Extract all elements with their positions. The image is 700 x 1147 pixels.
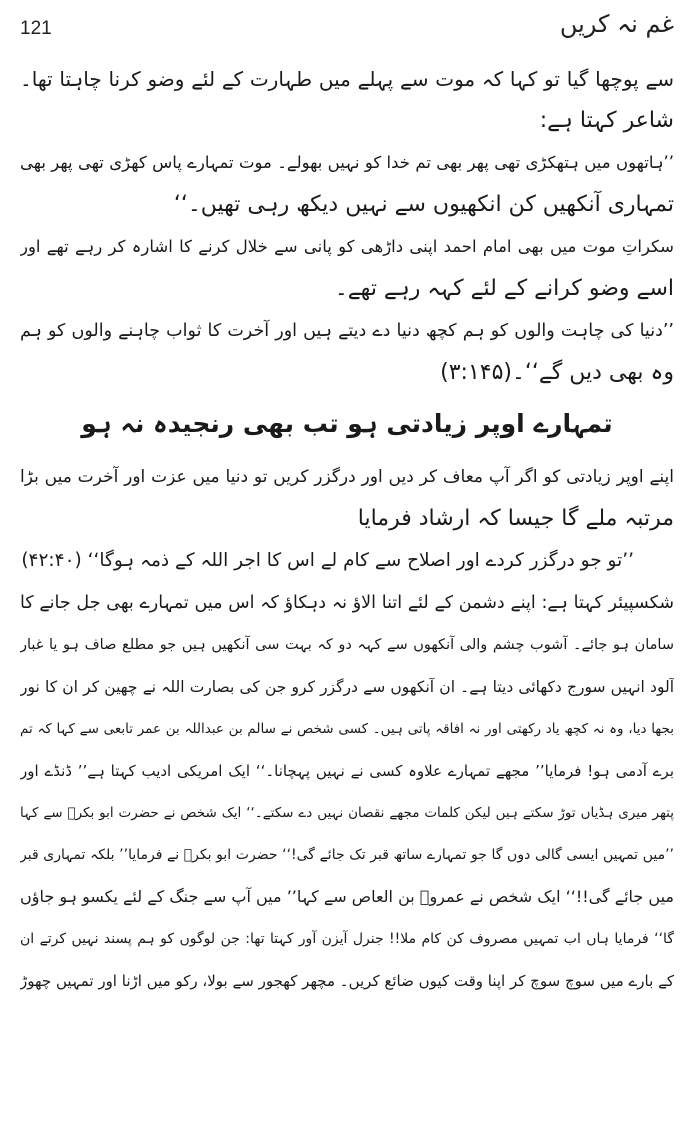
text-line: ’’ہاتھوں میں ہتھکڑی تھی پھر بھی تم خدا کو نہیں بھولے۔ موت تمہارے پاس کھڑی تھی پھر بھی (20, 153, 674, 172)
text-line: اسے وضو کرانے کے لئے کہہ رہے تھے۔ (334, 276, 674, 301)
text-line: سے پوچھا گیا تو کہا کہ موت سے پہلے میں طہارت کے لئے وضو کرنا چاہتا تھا۔ (20, 67, 674, 91)
text-line: کے بارے میں سوچ سوچ کر اپنا وقت کیوں ضائع کریں۔ مچھر کھجور سے بولا، رکو میں اڑنا اور تمہیں چھوڑ (20, 972, 674, 990)
text-line: میں جائے گی!!‘‘ ایک شخص نے عمروؓ بن العاص سے کہا’’ میں آپ سے جنگ کے لئے یکسو ہو جاؤں (20, 887, 674, 906)
text-line: شکسپیئر کہتا ہے: اپنے دشمن کے لئے اتنا الاؤ نہ دہکاؤ کہ اس میں تمہارے بھی جل جانے کا (20, 593, 674, 613)
text-line: آلود انہیں سورج دکھائی دیتا ہے۔ ان آنکھوں سے درگزر کرو جن کی بصارت اللہ نے چھین کر ان کا نور (20, 678, 674, 696)
quote-line: ’’تو جو درگزر کردے اور اصلاح سے کام لے اس کا اجر اللہ کے ذمہ ہوگا‘‘ (۴۲:۴۰) (21, 550, 634, 571)
text-line: ’’دنیا کی چاہت والوں کو ہم کچھ دنیا دے دیتے ہیں اور آخرت کا ثواب چاہنے والوں کو ہم (20, 321, 674, 341)
running-head: غم نہ کریں (559, 10, 674, 38)
text-line: برے آدمی ہو! فرمایا’’ مجھے تمہارے علاوہ کسی نے نہیں پہچانا۔‘‘ ایک امریکی ادیب کہتا ہے’’ ڈنڈے اور (20, 762, 674, 780)
page-body (20, 58, 674, 1002)
text-line: مرتبہ ملے گا جیسا کہ ارشاد فرمایا (357, 506, 674, 531)
text-line: پتھر میری ہڈیاں توڑ سکتے ہیں لیکن کلمات مجھے نقصان نہیں دے سکتے۔‘‘ ایک شخص نے حضرت ابو بکرؓ سے کہا (20, 805, 674, 821)
text-line: شاعر کہتا ہے: (539, 108, 674, 133)
text-line: تمہاری آنکھیں کن انکھیوں سے نہیں دیکھ رہی تھیں۔‘‘ (173, 192, 674, 217)
text-line: ’’میں تمہیں ایسی گالی دوں گا جو تمہارے ساتھ قبر تک جائے گی!‘‘ حضرت ابو بکرؓ نے فرمایا’’ بلکہ تمہاری قبر (20, 847, 674, 863)
text-line: گا‘‘ فرمایا ہاں اب تمہیں مصروف کن کام ملا!! جنرل آیزن آور کہتا تھا: جن لوگوں کو ہم پسند نہیں کرتے ان (20, 931, 674, 947)
text-line: سامان ہو جائے۔ آشوب چشم والی آنکھوں سے کہہ دو کہ بہت سی آنکھیں ہیں جو مطلع صاف ہو یا غبار (20, 637, 674, 653)
text-line: وہ بھی دیں گے‘‘۔(۳:۱۴۵) (440, 360, 674, 385)
text-line: اپنے اوپر زیادتی کو اگر آپ معاف کر دیں اور درگزر کریں تو دنیا میں عزت اور آخرت میں بڑا (20, 467, 674, 487)
page-number: 121 (20, 18, 52, 39)
section-heading: تمہارے اوپر زیادتی ہو تب بھی رنجیدہ نہ ہو (81, 409, 613, 438)
text-line: بجھا دیا، وہ نہ کچھ یاد رکھتی اور نہ افاقہ پاتی ہیں۔ کسی شخص نے سالم بن عبداللہ بن عمر تابعی سے کہا کہ تم (20, 721, 674, 737)
text-line: سکراتِ موت میں بھی امام احمد اپنی داڑھی کو پانی سے خلال کرنے کا اشارہ کر رہے تھے اور (20, 237, 674, 256)
